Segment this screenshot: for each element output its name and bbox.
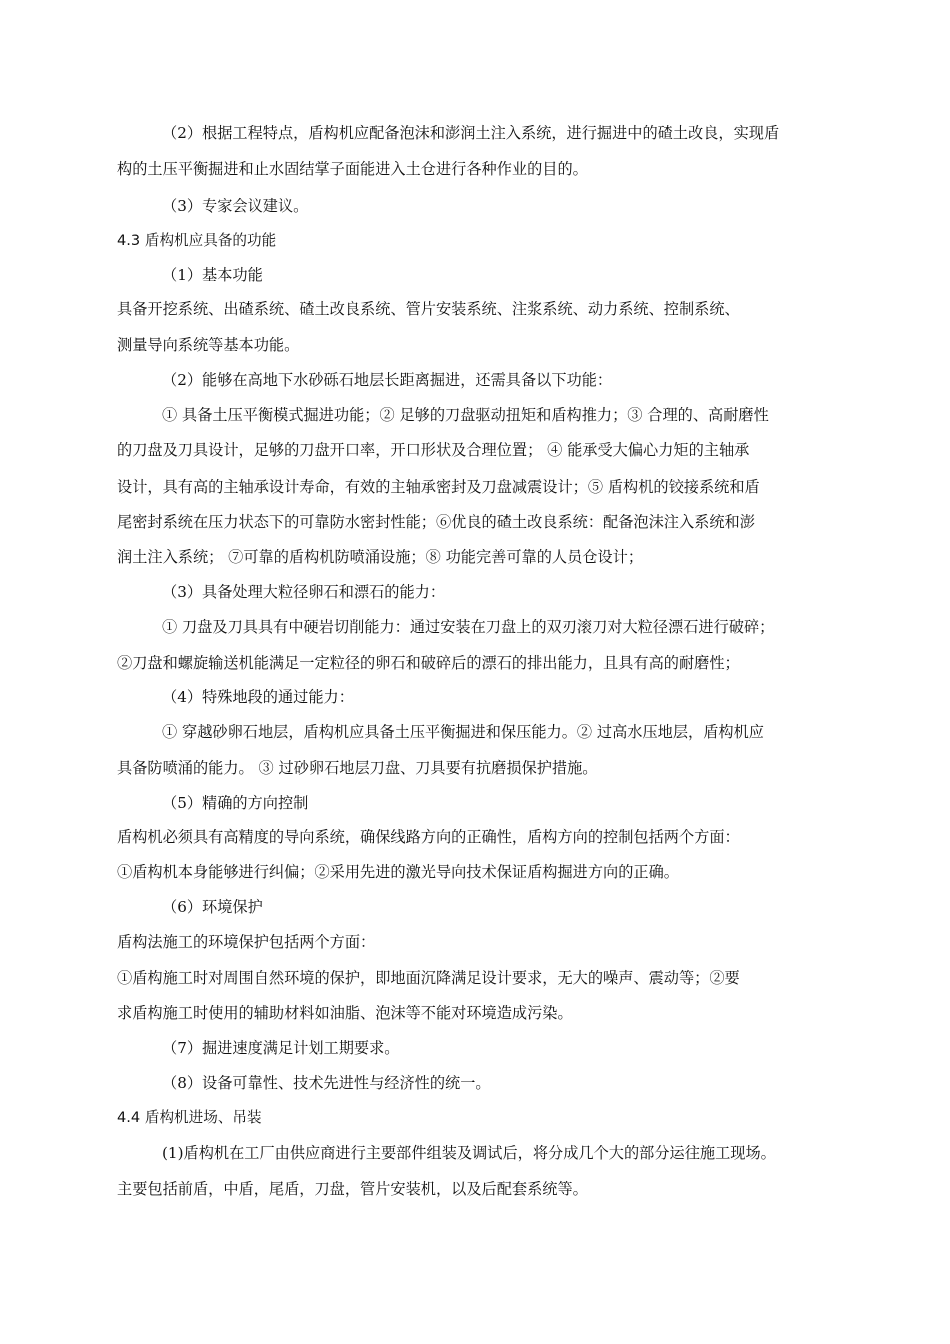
paragraph-line: 的刀盘及刀具设计，足够的刀盘开口率，开口形状及合理位置； ④ 能承受大偏心力矩的主轴承 — [117, 441, 750, 459]
paragraph-line: 尾密封系统在压力状态下的可靠防水密封性能；⑥优良的碴土改良系统：配备泡沫注入系统和澎 — [117, 513, 755, 531]
paragraph-line: ①盾构施工时对周围自然环境的保护，即地面沉降满足设计要求，无大的噪声、震动等；②要 — [117, 969, 740, 987]
section-heading-4-4: 4.4 盾构机进场、吊装 — [117, 1109, 262, 1126]
paragraph-line: （4）特殊地段的通过能力： — [162, 688, 354, 706]
paragraph-line: ① 穿越砂卵石地层，盾构机应具备土压平衡掘进和保压能力。② 过高水压地层，盾构机应 — [162, 723, 764, 741]
paragraph-line: （5）精确的方向控制 — [162, 794, 309, 812]
paragraph-line: 构的土压平衡掘进和止水固结掌子面能进入土仓进行各种作业的目的。 — [117, 160, 588, 178]
paragraph-line: 具备开挖系统、出碴系统、碴土改良系统、管片安装系统、注浆系统、动力系统、控制系统、 — [117, 300, 740, 318]
paragraph-line: （3）专家会议建议。 — [162, 197, 309, 215]
paragraph-line: （6）环境保护 — [162, 898, 263, 916]
paragraph-line: ① 具备土压平衡模式掘进功能；② 足够的刀盘驱动扭矩和盾构推力；③ 合理的、高耐磨性 — [162, 406, 769, 424]
paragraph-line: 主要包括前盾，中盾，尾盾，刀盘，管片安装机，以及后配套系统等。 — [117, 1180, 588, 1198]
paragraph-line: ①盾构机本身能够进行纠偏；②采用先进的激光导向技术保证盾构掘进方向的正确。 — [117, 863, 679, 881]
paragraph-line: 测量导向系统等基本功能。 — [117, 336, 300, 354]
paragraph-line: （7）掘进速度满足计划工期要求。 — [162, 1039, 400, 1057]
paragraph-line: 设计，具有高的主轴承设计寿命，有效的主轴承密封及刀盘减震设计；⑤ 盾构机的铰接系统和盾 — [117, 478, 760, 496]
paragraph-line: 润土注入系统； ⑦可靠的盾构机防喷涌设施；⑧ 功能完善可靠的人员仓设计； — [117, 548, 644, 566]
paragraph-line: ① 刀盘及刀具具有中硬岩切削能力：通过安装在刀盘上的双刃滚刀对大粒径漂石进行破碎； — [162, 618, 775, 636]
section-heading-4-3: 4.3 盾构机应具备的功能 — [117, 232, 277, 249]
paragraph-line: （1）基本功能 — [162, 266, 263, 284]
paragraph-line: 盾构法施工的环境保护包括两个方面： — [117, 933, 376, 951]
paragraph-line: (1)盾构机在工厂由供应商进行主要部件组装及调试后，将分成几个大的部分运往施工现场。 — [162, 1144, 776, 1162]
paragraph-line: 求盾构施工时使用的辅助材料如油脂、泡沫等不能对环境造成污染。 — [117, 1004, 573, 1022]
paragraph-line: （8）设备可靠性、技术先进性与经济性的统一。 — [162, 1074, 491, 1092]
paragraph-line: 盾构机必须具有高精度的导向系统，确保线路方向的正确性，盾构方向的控制包括两个方面： — [117, 828, 740, 846]
paragraph-line: 具备防喷涌的能力。 ③ 过砂卵石地层刀盘、刀具要有抗磨损保护措施。 — [117, 759, 598, 777]
paragraph-line: （2）根据工程特点，盾构机应配备泡沫和澎润土注入系统，进行掘进中的碴土改良，实现盾 — [162, 124, 780, 142]
paragraph-line: （2）能够在高地下水砂砾石地层长距离掘进，还需具备以下功能： — [162, 371, 613, 389]
paragraph-line: ②刀盘和螺旋输送机能满足一定粒径的卵石和破碎后的漂石的排出能力，且具有高的耐磨性； — [117, 654, 740, 672]
paragraph-line: （3）具备处理大粒径卵石和漂石的能力： — [162, 583, 446, 601]
